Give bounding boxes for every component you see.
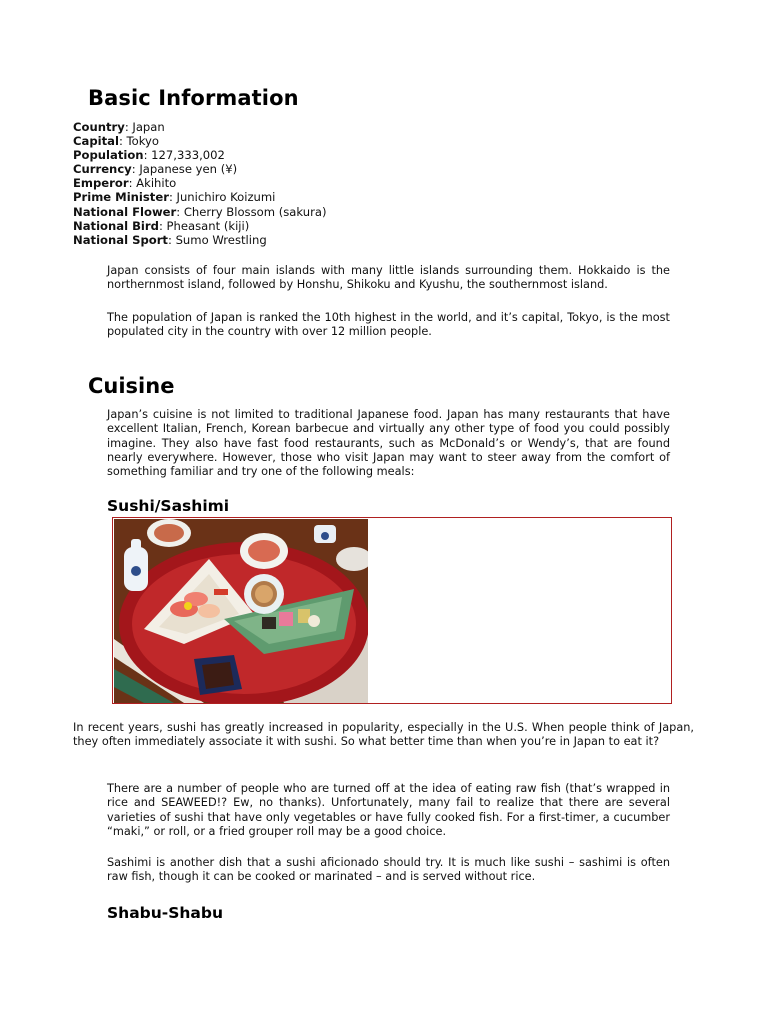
fact-emperor <box>73 176 473 190</box>
fact-value: : Cherry Blossom (sakura) <box>176 204 327 219</box>
facts-list <box>73 120 473 247</box>
sushi-photo <box>114 519 368 703</box>
fact-label: Capital <box>73 134 119 149</box>
fact-value: : Japan <box>124 120 165 134</box>
fact-national-bird <box>73 219 473 233</box>
fact-national-flower <box>73 205 473 219</box>
fact-prime-minister <box>73 190 473 204</box>
fact-label: Currency <box>73 162 132 177</box>
fact-value: : Tokyo <box>118 134 160 149</box>
fact-currency <box>73 162 473 176</box>
fact-label: National Bird <box>73 218 159 233</box>
fact-label: National Flower <box>73 204 177 219</box>
population-paragraph: The population of Japan is ranked the 10th highest in the world, and it’s capital, Tokyo, is the most populated city in the country with over 12 million people. <box>107 311 670 339</box>
sushi-varieties-paragraph: There are a number of people who are turned off at the idea of eating raw fish (that’s wrapped in rice and SEAWEED!? Ew, no thanks). Unfortunately, many fail to realize that there are several varieties of sushi that have only vegetables or have fully cooked fish. For a first-timer, a cucumber “maki,” or roll, or a fried grouper roll may be a good choice. <box>107 782 670 838</box>
fact-label: Emperor <box>73 176 129 191</box>
fact-value: : 127,333,002 <box>143 148 225 163</box>
shabu-shabu-heading: Shabu-Shabu <box>107 904 224 922</box>
fact-value: : Sumo Wrestling <box>167 232 267 247</box>
fact-value: : Junichiro Koizumi <box>168 190 276 205</box>
fact-value: : Japanese yen (¥) <box>131 162 238 177</box>
fact-capital <box>73 134 473 148</box>
fact-value: : Pheasant (kiji) <box>158 218 250 233</box>
fact-country <box>73 120 473 134</box>
fact-label: National Sport <box>73 232 168 247</box>
sushi-sashimi-heading: Sushi/Sashimi <box>107 497 230 515</box>
fact-label: Population <box>73 148 144 163</box>
basic-information-heading: Basic Information <box>88 86 299 110</box>
cuisine-heading: Cuisine <box>88 374 175 398</box>
sashimi-paragraph: Sashimi is another dish that a sushi aficionado should try. It is much like sushi – sashimi is often raw fish, though it can be cooked or marinated – and is served without rice. <box>107 856 670 884</box>
fact-national-sport <box>73 233 473 247</box>
fact-label: Prime Minister <box>73 190 169 205</box>
fact-label: Country <box>73 120 125 134</box>
sushi-popularity-paragraph: In recent years, sushi has greatly increased in popularity, especially in the U.S. When people think of Japan, they often immediately associate it with sushi. So what better time than when you’re in Japan to eat it? <box>73 721 694 749</box>
fact-value: : Akihito <box>128 176 177 191</box>
sushi-image-frame <box>112 517 672 704</box>
fact-population <box>73 148 473 162</box>
islands-paragraph: Japan consists of four main islands with many little islands surrounding them. Hokkaido is the northernmost island, followed by Honshu, Shikoku and Kyushu, the southernmost island. <box>107 264 670 292</box>
cuisine-intro-paragraph: Japan’s cuisine is not limited to traditional Japanese food. Japan has many restaurants that have excellent Italian, French, Korean barbecue and virtually any other type of food you could possibly imagine. They also have fast food restaurants, such as McDonald’s or Wendy’s, that are found nearly everywhere. However, those who visit Japan may want to steer away from the comfort of something familiar and try one of the following meals: <box>107 408 670 479</box>
